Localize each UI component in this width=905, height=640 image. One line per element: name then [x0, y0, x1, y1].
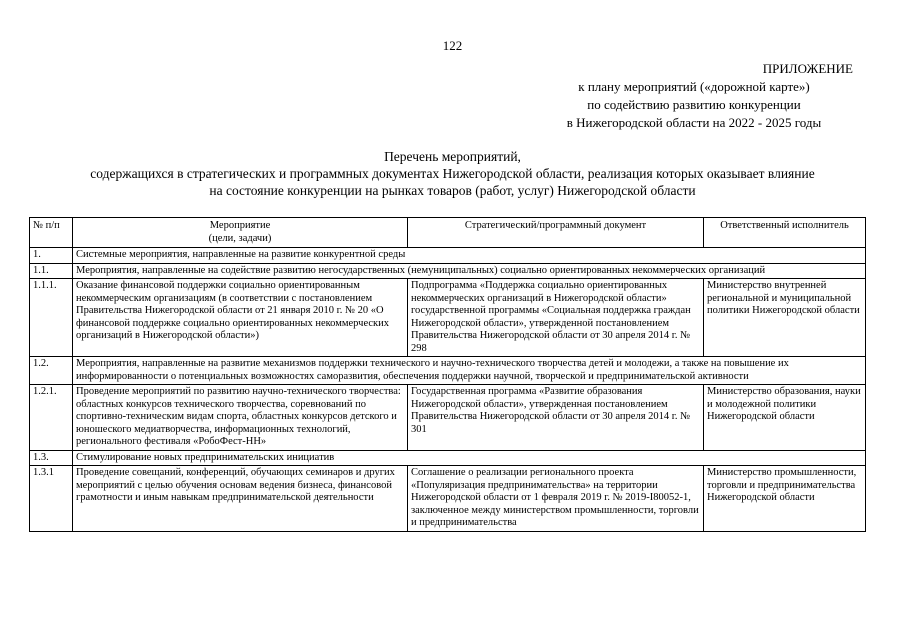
title-line-2: содержащихся в стратегических и программных документах Нижегородской области, реализация которых оказывает влияние: [90, 166, 815, 181]
header-measure-line-1: Мероприятие: [209, 220, 271, 231]
section-title: Стимулирование новых предпринимательских инициатив: [73, 450, 866, 466]
document-title: [0, 148, 905, 199]
measure-cell: Проведение мероприятий по развитию научно-технического творчества: областных конкурсов технического творчества, соревнований по спортивно-техническим видам спорта, областных конкурсов детского и юношеского медиатворчества, информационных технологий, регионального фестиваля «РобоФест-НН»: [73, 385, 408, 451]
header-num: № п/п: [30, 218, 73, 248]
section-title: Мероприятия, направленные на содействие развитию негосударственных (немуниципальных) социально ориентированных некоммерческих организаций: [73, 263, 866, 279]
table-row: [30, 279, 866, 357]
table-header-row: [30, 218, 866, 248]
table-row: [30, 385, 866, 451]
row-number: 1.2.1.: [30, 385, 73, 451]
row-number: 1.3.1: [30, 466, 73, 532]
row-number: 1.: [30, 248, 73, 264]
header-measure: [73, 218, 408, 248]
table-row: [30, 466, 866, 532]
table-row-section: [30, 450, 866, 466]
page-number: 122: [442, 38, 463, 53]
appendix-header: [529, 60, 859, 132]
document-cell: Соглашение о реализации регионального проекта «Популяризация предпринимательства» на территории Нижегородской области от 1 февраля 2019 г. № 2019-I80052-1, заключенное между министерством промышленности, торговли и предпринимательства: [408, 466, 704, 532]
row-number: 1.3.: [30, 450, 73, 466]
row-number: 1.2.: [30, 357, 73, 385]
table-row-section: [30, 263, 866, 279]
header-document: Стратегический/программный документ: [408, 218, 704, 248]
document-cell: Подпрограмма «Поддержка социально ориентированных некоммерческих организаций в Нижегородской области» государственной программы «Социальная поддержка граждан Нижегородской области», утвержденной постановлением Правительства Нижегородской области от 30 апреля 2014 г. № 298: [408, 279, 704, 357]
header-executor: Ответственный исполнитель: [704, 218, 866, 248]
section-title: Мероприятия, направленные на развитие механизмов поддержки технического и научно-технического творчества детей и молодежи, а также на повышение их информированности о потенциальных возможностях саморазвития, обеспечения поддержки научной, творческой и предпринимательской активности: [73, 357, 866, 385]
section-title: Системные мероприятия, направленные на развитие конкурентной среды: [73, 248, 866, 264]
table-row-section: [30, 248, 866, 264]
measure-cell: Оказание финансовой поддержки социально ориентированным некоммерческим организациям (в соответствии с постановлением Правительства Нижегородской области от 21 января 2010 г. № 20 «О финансовой поддержке социально ориентированных некоммерческих организаций в Нижегородской области»): [73, 279, 408, 357]
executor-cell: Министерство промышленности, торговли и предпринимательства Нижегородской области: [704, 466, 866, 532]
appendix-label: ПРИЛОЖЕНИЕ: [762, 61, 853, 76]
row-number: 1.1.1.: [30, 279, 73, 357]
executor-cell: Министерство внутренней региональной и муниципальной политики Нижегородской области: [704, 279, 866, 357]
title-line-3: на состояние конкуренции на рынках товаров (работ, услуг) Нижегородской области: [209, 183, 696, 198]
title-line-1: Перечень мероприятий,: [384, 149, 521, 164]
measures-table: [29, 217, 866, 532]
appendix-line-2: к плану мероприятий («дорожной карте»): [578, 79, 810, 94]
executor-cell: Министерство образования, науки и молодежной политики Нижегородской области: [704, 385, 866, 451]
appendix-line-4: в Нижегородской области на 2022 - 2025 годы: [566, 115, 822, 130]
table-row-section: [30, 357, 866, 385]
row-number: 1.1.: [30, 263, 73, 279]
header-measure-line-2: (цели, задачи): [208, 232, 272, 244]
appendix-line-3: по содействию развитию конкуренции: [587, 97, 801, 112]
measure-cell: Проведение совещаний, конференций, обучающих семинаров и других мероприятий с целью обучения основам ведения бизнеса, финансовой грамотности и иным навыкам предпринимательской деятельности: [73, 466, 408, 532]
document-cell: Государственная программа «Развитие образования Нижегородской области», утвержденная постановлением Правительства Нижегородской области от 30 апреля 2014 г. № 301: [408, 385, 704, 451]
